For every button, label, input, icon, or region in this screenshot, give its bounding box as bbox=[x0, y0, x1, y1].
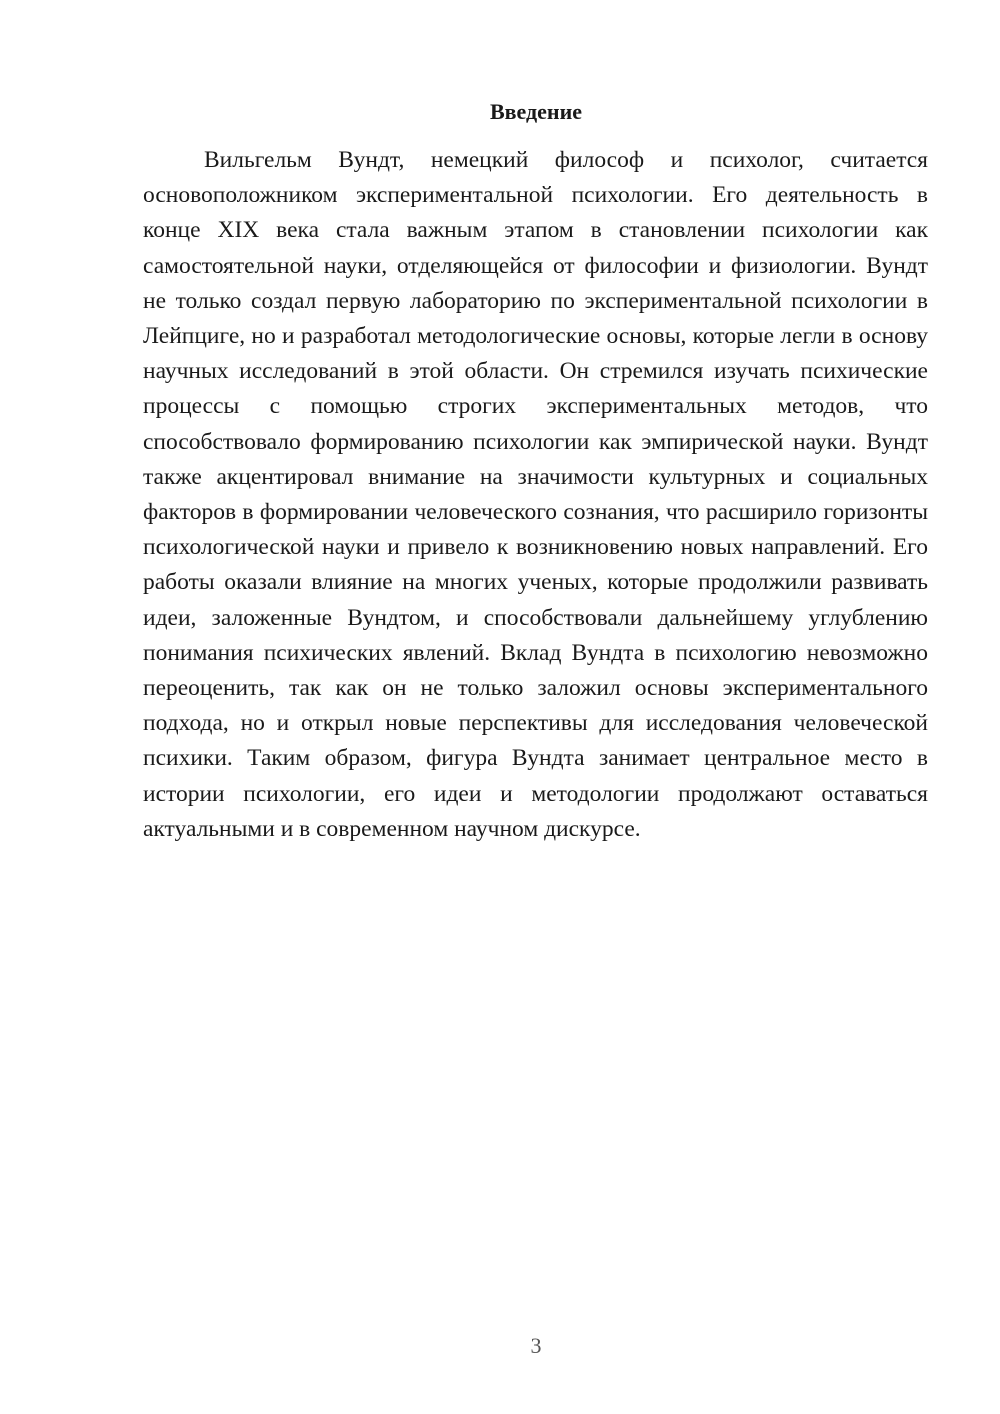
page-number: 3 bbox=[530, 1333, 542, 1358]
body-paragraph: Вильгельм Вундт, немецкий философ и психолог, считается основоположником экспериментальной психологии. Его деятельность в конце XIX века стала важным этапом в становлении психологии как самостоятельной науки, отделяющейся от философии и физиологии. Вундт не только создал первую лабораторию по экспериментальной психологии в Лейпциге, но и разработал методологические основы, которые легли в основу научных исследований в этой области. Он стремился изучать психические процессы с помощью строгих экспериментальных методов, что способствовало формированию психологии как эмпирической науки. Вундт также акцентировал внимание на значимости культурных и социальных факторов в формировании человеческого сознания, что расширило горизонты психологической науки и привело к возникновению новых направлений. Его работы оказали влияние на многих ученых, которые продолжили развивать идеи, заложенные Вундтом, и способствовали дальнейшему углублению понимания психических явлений. Вклад Вундта в психологию невозможно переоценить, так как он не только заложил основы экспериментального подхода, но и открыл новые перспективы для исследования человеческой психики. Таким образом, фигура Вундта занимает центральное место в истории психологии, его идеи и методологии продолжают оставаться актуальными и в современном научном дискурсе. bbox=[143, 147, 928, 842]
section-heading: Введение bbox=[489, 99, 583, 124]
